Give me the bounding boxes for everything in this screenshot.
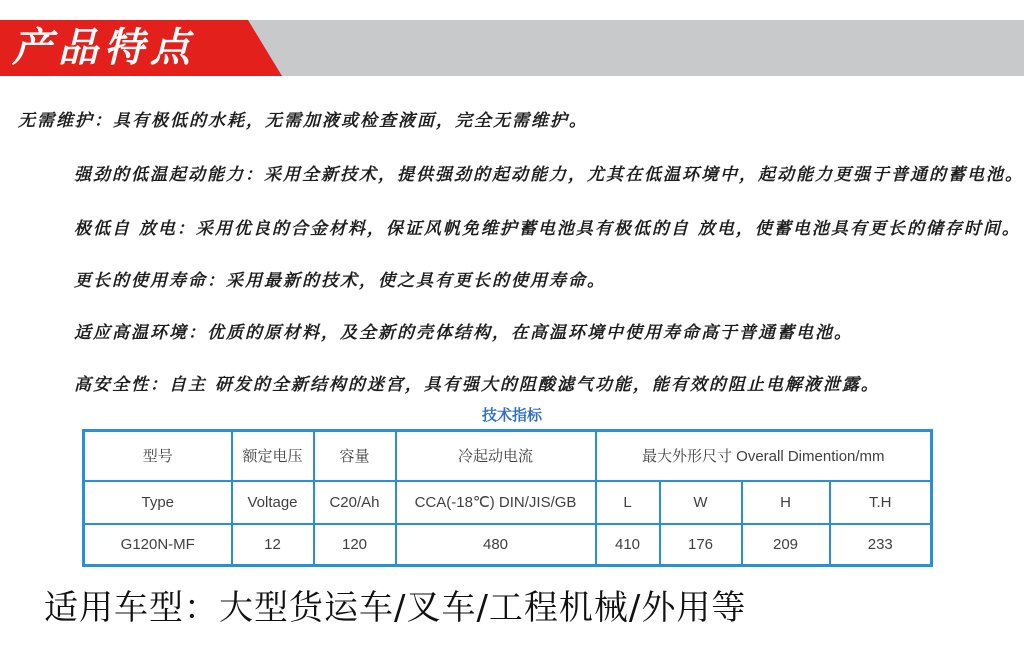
table-cell: 480	[396, 524, 596, 566]
header-cell: 容量	[314, 431, 396, 481]
header-cell: Type	[84, 481, 232, 524]
spec-table	[82, 429, 933, 567]
header-cell: Voltage	[232, 481, 314, 524]
feature-safety: 高安全性：自主 研发的全新结构的迷宫，具有强大的阻酸滤气功能，能有效的阻止电解液泄露。	[74, 375, 880, 395]
table-cell: 410	[596, 524, 660, 566]
section-title: 产品特点	[12, 24, 196, 71]
feature-long-life: 更长的使用寿命：采用最新的技术，使之具有更长的使用寿命。	[74, 271, 606, 291]
header-cell: L	[596, 481, 660, 524]
table-cell: 233	[830, 524, 932, 566]
table-header-row-en	[84, 481, 932, 524]
header-cell: C20/Ah	[314, 481, 396, 524]
header-cell: W	[660, 481, 742, 524]
applicable-vehicles: 适用车型：大型货运车/叉车/工程机械/外用等	[44, 588, 747, 628]
table-cell: 176	[660, 524, 742, 566]
header-cell: 冷起动电流	[396, 431, 596, 481]
header-cell: T.H	[830, 481, 932, 524]
spec-table-title: 技术指标	[481, 406, 542, 424]
header-cell: 额定电压	[232, 431, 314, 481]
feature-maintenance-free: 无需维护：具有极低的水耗，无需加液或检查液面，完全无需维护。	[18, 111, 588, 131]
feature-high-temperature: 适应高温环境：优质的原材料，及全新的壳体结构，在高温环境中使用寿命高于普通蓄电池。	[74, 323, 853, 343]
section-banner	[0, 20, 1024, 76]
feature-cold-start: 强劲的低温起动能力：采用全新技术，提供强劲的起动能力，尤其在低温环境中，起动能力更强于普通的蓄电池。	[74, 165, 1024, 185]
header-cell: 最大外形尺寸 Overall Dimention/mm	[596, 431, 932, 481]
table-cell: 120	[314, 524, 396, 566]
feature-low-self-discharge: 极低自 放电：采用优良的合金材料，保证风帆免维护蓄电池具有极低的自 放电，使蓄电池具有更长的储存时间。	[74, 219, 1021, 239]
table-cell: 209	[742, 524, 830, 566]
table-header-row-cn	[84, 431, 932, 481]
header-cell: H	[742, 481, 830, 524]
table-cell: 12	[232, 524, 314, 566]
table-row	[84, 524, 932, 566]
header-cell: CCA(-18℃) DIN/JIS/GB	[396, 481, 596, 524]
header-cell: 型号	[84, 431, 232, 481]
table-cell: G120N-MF	[84, 524, 232, 566]
